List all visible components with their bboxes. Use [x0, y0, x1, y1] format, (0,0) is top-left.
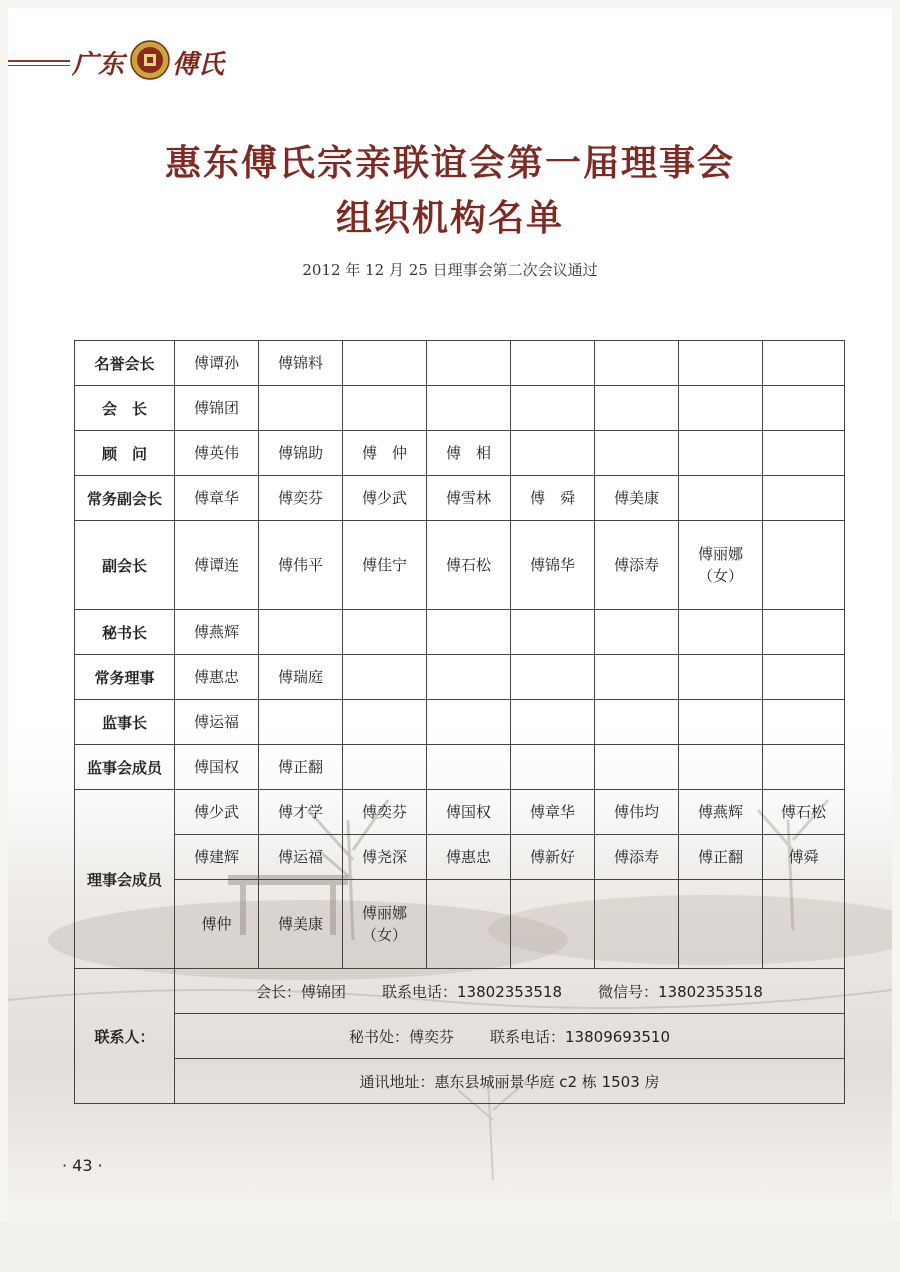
- member-name-cell: [343, 655, 427, 700]
- contact-row: [75, 1059, 845, 1104]
- brand-right-text: 傅氏: [172, 50, 225, 80]
- member-name-cell: [427, 880, 511, 969]
- member-name-cell: [679, 655, 763, 700]
- member-name-cell: [427, 745, 511, 790]
- member-name-cell: 傅运福: [175, 700, 259, 745]
- document-subtitle: 2012 年 12 月 25 日理事会第二次会议通过: [302, 261, 598, 279]
- roster-row: [75, 386, 845, 431]
- member-name-cell: [595, 880, 679, 969]
- member-name-cell: [427, 655, 511, 700]
- member-name-cell: 傅添寿: [595, 835, 679, 880]
- member-name-cell: [679, 341, 763, 386]
- member-name-cell: [679, 476, 763, 521]
- member-name-cell: [679, 700, 763, 745]
- member-name-cell: 傅瑞庭: [259, 655, 343, 700]
- role-label: 常务理事: [75, 655, 175, 700]
- document-title-line1: 惠东傅氏宗亲联谊会第一届理事会: [164, 143, 735, 184]
- member-name-cell: [763, 341, 845, 386]
- member-name-cell: [595, 745, 679, 790]
- role-label: 名誉会长: [75, 341, 175, 386]
- header-rule-thin: [8, 65, 70, 66]
- member-name-cell: [259, 386, 343, 431]
- roster-row: [75, 476, 845, 521]
- member-name-cell: [679, 431, 763, 476]
- member-name-cell: [763, 655, 845, 700]
- clan-seal-icon: [130, 40, 170, 80]
- member-name-cell: 傅少武: [175, 790, 259, 835]
- member-name-cell: 傅舜: [763, 835, 845, 880]
- member-name-cell: 傅燕辉: [175, 610, 259, 655]
- member-name-cell: [763, 700, 845, 745]
- member-name-cell: 傅尧深: [343, 835, 427, 880]
- member-name-cell: [595, 655, 679, 700]
- member-name-cell: [595, 386, 679, 431]
- member-name-cell: [427, 386, 511, 431]
- member-name-cell: 傅锦华: [511, 521, 595, 610]
- member-name-cell: 傅美康: [595, 476, 679, 521]
- member-name-cell: [763, 610, 845, 655]
- contact-row: [75, 1014, 845, 1059]
- member-name-cell: [343, 745, 427, 790]
- member-name-cell: [511, 341, 595, 386]
- member-name-cell: [511, 655, 595, 700]
- member-name-cell: 傅伟平: [259, 521, 343, 610]
- member-name-cell: [511, 431, 595, 476]
- contact-line: [175, 1014, 845, 1059]
- member-name-cell: [595, 610, 679, 655]
- member-name-cell: [763, 476, 845, 521]
- member-name-cell: [259, 610, 343, 655]
- roster-row: [75, 655, 845, 700]
- council-row: [75, 880, 845, 969]
- member-name-cell: 傅运福: [259, 835, 343, 880]
- roster-row: [75, 341, 845, 386]
- role-label: 副会长: [75, 521, 175, 610]
- member-name-cell: [679, 880, 763, 969]
- member-name-cell: 傅 舜: [511, 476, 595, 521]
- member-name-cell: 傅惠忠: [175, 655, 259, 700]
- role-label: 会 长: [75, 386, 175, 431]
- member-name-cell: 傅雪林: [427, 476, 511, 521]
- member-name-cell: 傅国权: [175, 745, 259, 790]
- role-label: 监事会成员: [75, 745, 175, 790]
- member-name-cell: [259, 700, 343, 745]
- member-name-cell: [763, 386, 845, 431]
- contact-row: [75, 969, 845, 1014]
- member-name-cell: 傅添寿: [595, 521, 679, 610]
- contact-line: [175, 969, 845, 1014]
- roster-row: [75, 610, 845, 655]
- member-name-cell: 傅石松: [763, 790, 845, 835]
- role-label: 顾 问: [75, 431, 175, 476]
- member-name-cell: 傅英伟: [175, 431, 259, 476]
- member-name-cell: [511, 610, 595, 655]
- member-name-cell: [511, 386, 595, 431]
- member-name-cell: 傅丽娜 （女）: [343, 880, 427, 969]
- council-role-label: 理事会成员: [75, 790, 175, 969]
- contact-phone: 联系电话：13802353518: [382, 982, 562, 1001]
- member-name-cell: [343, 610, 427, 655]
- member-name-cell: 傅奕芬: [343, 790, 427, 835]
- member-name-cell: 傅锦助: [259, 431, 343, 476]
- contact-line: [175, 1059, 845, 1104]
- member-name-cell: 傅才学: [259, 790, 343, 835]
- role-label: 监事长: [75, 700, 175, 745]
- member-name-cell: 傅伟均: [595, 790, 679, 835]
- member-name-cell: 傅章华: [175, 476, 259, 521]
- member-name-cell: 傅新好: [511, 835, 595, 880]
- member-name-cell: [427, 700, 511, 745]
- member-name-cell: [679, 386, 763, 431]
- role-label: 常务副会长: [75, 476, 175, 521]
- member-name-cell: 傅佳宁: [343, 521, 427, 610]
- roster-row: [75, 431, 845, 476]
- member-name-cell: [595, 700, 679, 745]
- contact-label: 联系人：: [75, 969, 175, 1104]
- member-name-cell: 傅谭孙: [175, 341, 259, 386]
- member-name-cell: [427, 341, 511, 386]
- member-name-cell: 傅正翻: [679, 835, 763, 880]
- member-name-cell: 傅少武: [343, 476, 427, 521]
- member-name-cell: 傅丽娜 （女）: [679, 521, 763, 610]
- member-name-cell: [511, 745, 595, 790]
- member-name-cell: 傅正翻: [259, 745, 343, 790]
- brand-left-text: 广东: [72, 50, 125, 80]
- council-row: [75, 835, 845, 880]
- member-name-cell: [343, 700, 427, 745]
- contact-secretary-phone: 联系电话：13809693510: [490, 1027, 670, 1046]
- page-number: · 43 ·: [62, 1156, 103, 1175]
- member-name-cell: [763, 431, 845, 476]
- member-name-cell: [763, 745, 845, 790]
- scan-margin: [0, 1222, 900, 1272]
- member-name-cell: 傅惠忠: [427, 835, 511, 880]
- member-name-cell: 傅谭连: [175, 521, 259, 610]
- member-name-cell: [679, 610, 763, 655]
- header-rule: [8, 60, 70, 62]
- member-name-cell: 傅锦团: [175, 386, 259, 431]
- role-label: 秘书长: [75, 610, 175, 655]
- member-name-cell: 傅锦料: [259, 341, 343, 386]
- document-title-line2: 组织机构名单: [335, 198, 564, 239]
- contact-president: 会长：傅锦团: [256, 982, 347, 1001]
- roster-table: [74, 340, 845, 1104]
- member-name-cell: [763, 521, 845, 610]
- contact-wechat: 微信号：13802353518: [598, 982, 763, 1001]
- member-name-cell: 傅美康: [259, 880, 343, 969]
- member-name-cell: 傅 相: [427, 431, 511, 476]
- roster-body: [75, 341, 845, 1104]
- roster-row: [75, 700, 845, 745]
- council-row: [75, 790, 845, 835]
- member-name-cell: [511, 880, 595, 969]
- member-name-cell: 傅建辉: [175, 835, 259, 880]
- member-name-cell: 傅仲: [175, 880, 259, 969]
- member-name-cell: [343, 341, 427, 386]
- member-name-cell: 傅奕芬: [259, 476, 343, 521]
- roster-row: [75, 745, 845, 790]
- contact-secretary: 秘书处：傅奕芬: [349, 1027, 455, 1046]
- member-name-cell: [595, 341, 679, 386]
- member-name-cell: 傅章华: [511, 790, 595, 835]
- member-name-cell: [343, 386, 427, 431]
- member-name-cell: 傅国权: [427, 790, 511, 835]
- member-name-cell: [595, 431, 679, 476]
- roster-row: [75, 521, 845, 610]
- member-name-cell: 傅 仲: [343, 431, 427, 476]
- member-name-cell: [679, 745, 763, 790]
- member-name-cell: 傅石松: [427, 521, 511, 610]
- member-name-cell: 傅燕辉: [679, 790, 763, 835]
- member-name-cell: [511, 700, 595, 745]
- contact-address: 通讯地址：惠东县城丽景华庭 c2 栋 1503 房: [359, 1072, 660, 1091]
- member-name-cell: [427, 610, 511, 655]
- member-name-cell: [763, 880, 845, 969]
